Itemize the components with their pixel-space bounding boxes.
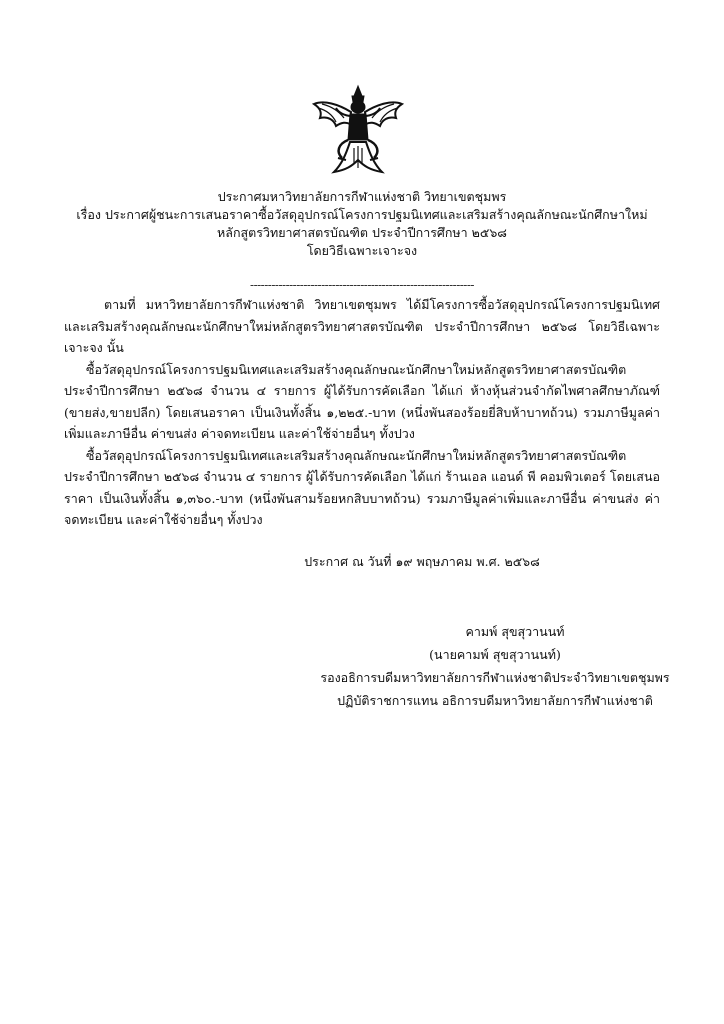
paragraph-award-2: ซื้อวัสดุอุปกรณ์โครงการปฐมนิเทศและเสริมสร้างคุณลักษณะนักศึกษาใหม่หลักสูตรวิทยาศาสตรบัณฑิต ประจำปีการศึกษา ๒๕๖๘ จำนวน ๔ รายการ ผู้ได้รับการคัดเลือก ได้แก่ ร้านเอล แอนด์ พี คอมพิวเตอร์ โดยเสนอราคา เป็นเงินทั้งสิ้น ๑,๓๖๐.-บาท (หนึ่งพันสามร้อยหกสิบบาทถ้วน) รวมภาษีมูลค่าเพิ่มและภาษีอื่น ค่าขนส่ง ค่าจดทะเบียน และค่าใช้จ่ายอื่นๆ ทั้งปวง — [64, 447, 660, 527]
document-header — [0, 188, 724, 260]
header-subject: เรื่อง ประกาศผู้ชนะการเสนอราคาซื้อวัสดุอุปกรณ์โครงการปฐมนิเทศและเสริมสร้างคุณลักษณะนักศึกษาใหม่ — [76, 207, 648, 222]
document-body — [64, 294, 660, 531]
signature-name: คามพ์ สุขสุวานนท์ — [465, 624, 565, 639]
header-separator: --------------------------------------------------------------- — [250, 278, 474, 292]
signatory-acting-for: ปฏิบัติราชการแทน อธิการบดีมหาวิทยาลัยการกีฬาแห่งชาติ — [337, 693, 653, 708]
signatory-position: รองอธิการบดีมหาวิทยาลัยการกีฬาแห่งชาติประจำวิทยาเขตชุมพร — [320, 670, 670, 685]
signature-block — [300, 620, 690, 712]
garuda-emblem-icon — [308, 82, 408, 182]
announcement-date: ประกาศ ณ วันที่ ๑๙ พฤษภาคม พ.ศ. ๒๕๖๘ — [304, 554, 540, 569]
paragraph-award-1: ซื้อวัสดุอุปกรณ์โครงการปฐมนิเทศและเสริมสร้างคุณลักษณะนักศึกษาใหม่หลักสูตรวิทยาศาสตรบัณฑิต ประจำปีการศึกษา ๒๕๖๘ จำนวน ๔ รายการ ผู้ได้รับการคัดเลือก ได้แก่ ห้างหุ้นส่วนจำกัดไพศาลศึกษาภัณฑ์ (ขายส่ง,ขายปลีก) โดยเสนอราคา เป็นเงินทั้งสิ้น ๑,๒๒๕.-บาท (หนึ่งพันสองร้อยยี่สิบห้าบาทถ้วน) รวมภาษีมูลค่าเพิ่มและภาษีอื่น ค่าขนส่ง ค่าจดทะเบียน และค่าใช้จ่ายอื่นๆ ทั้งปวง — [64, 361, 660, 441]
header-title: ประกาศมหาวิทยาลัยการกีฬาแห่งชาติ วิทยาเขตชุมพร — [217, 189, 507, 204]
signatory-full-name: (นายคามพ์ สุขสุวานนท์) — [429, 647, 561, 662]
paragraph-intro: ตามที่ มหาวิทยาลัยการกีฬาแห่งชาติ วิทยาเขตชุมพร ได้มีโครงการซื้อวัสดุอุปกรณ์โครงการปฐมนิเทศและเสริมสร้างคุณลักษณะนักศึกษาใหม่หลักสูตรวิทยาศาสตรบัณฑิต ประจำปีการศึกษา ๒๕๖๘ โดยวิธีเฉพาะเจาะจง นั้น — [64, 297, 660, 355]
header-method: โดยวิธีเฉพาะเจาะจง — [306, 243, 418, 258]
header-program: หลักสูตรวิทยาศาสตรบัณฑิต ประจำปีการศึกษา ๒๕๖๘ — [217, 225, 507, 240]
